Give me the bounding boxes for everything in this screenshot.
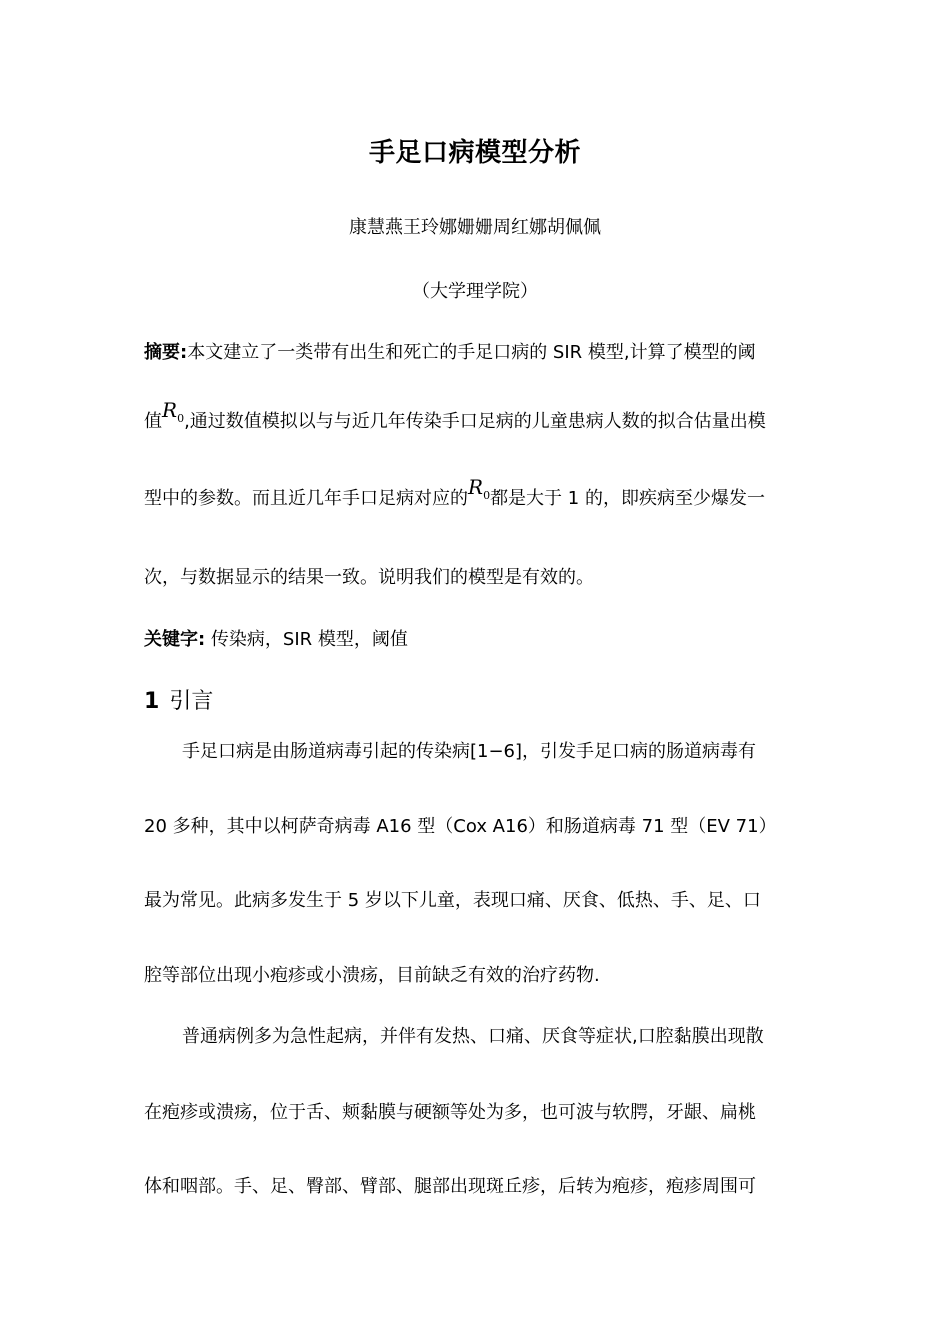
paragraph-line: 腔等部位出现小疱疹或小溃疡，目前缺乏有效的治疗药物. — [144, 965, 600, 986]
math-symbol: R — [468, 475, 484, 499]
paragraph-line: 最为常见。此病多发生于 5 岁以下儿童，表现口痛、厌食、低热、手、足、口 — [144, 890, 761, 911]
keywords-text: 传染病，SIR 模型，阈值 — [205, 629, 408, 650]
abstract-line-2 — [144, 398, 766, 435]
abstract-text: 都是大于 1 的，即疾病至少爆发一 — [490, 488, 765, 509]
keywords-line — [144, 625, 408, 651]
section-number: 1 — [144, 689, 160, 714]
paragraph-line: 20 多种，其中以柯萨奇病毒 A16 型（Cox A16）和肠道病毒 71 型（EV 71） — [144, 816, 777, 837]
threshold-symbol — [468, 475, 491, 502]
abstract-text: 本文建立了一类带有出生和死亡的手足口病的 SIR 模型,计算了模型的阈 — [187, 342, 756, 363]
abstract-label: 摘要: — [144, 342, 188, 363]
threshold-symbol — [162, 398, 185, 425]
abstract-text: 型中的参数。而且近几年手口足病对应的 — [144, 488, 468, 509]
section-heading — [144, 684, 213, 715]
paper-authors: 康慧燕王玲娜姗姗周红娜胡佩佩 — [349, 217, 601, 238]
paper-affiliation: （大学理学院） — [412, 281, 538, 302]
abstract-line-3 — [144, 475, 765, 512]
section-title: 引言 — [169, 689, 214, 714]
math-subscript: 0 — [177, 412, 185, 425]
paragraph-line: 普通病例多为急性起病，并伴有发热、口痛、厌食等症状,口腔黏膜出现散 — [182, 1026, 764, 1047]
paper-title: 手足口病模型分析 — [368, 138, 581, 168]
abstract-line-1 — [144, 338, 756, 364]
keywords-label: 关键字: — [144, 629, 206, 650]
paragraph-line: 在疱疹或溃疡，位于舌、颊黏膜与硬额等处为多，也可波与软腭，牙龈、扁桃 — [144, 1102, 756, 1123]
paragraph-line: 手足口病是由肠道病毒引起的传染病[1−6]，引发手足口病的肠道病毒有 — [182, 741, 757, 762]
abstract-text: 值 — [144, 411, 162, 432]
math-subscript: 0 — [483, 489, 491, 502]
math-symbol: R — [162, 398, 178, 422]
abstract-text: ,通过数值模拟以与与近几年传染手口足病的儿童患病人数的拟合估量出模 — [184, 411, 766, 432]
abstract-line-4: 次，与数据显示的结果一致。说明我们的模型是有效的。 — [144, 567, 594, 588]
paragraph-line: 体和咽部。手、足、臀部、臂部、腿部出现斑丘疹，后转为疱疹，疱疹周围可 — [144, 1176, 756, 1197]
